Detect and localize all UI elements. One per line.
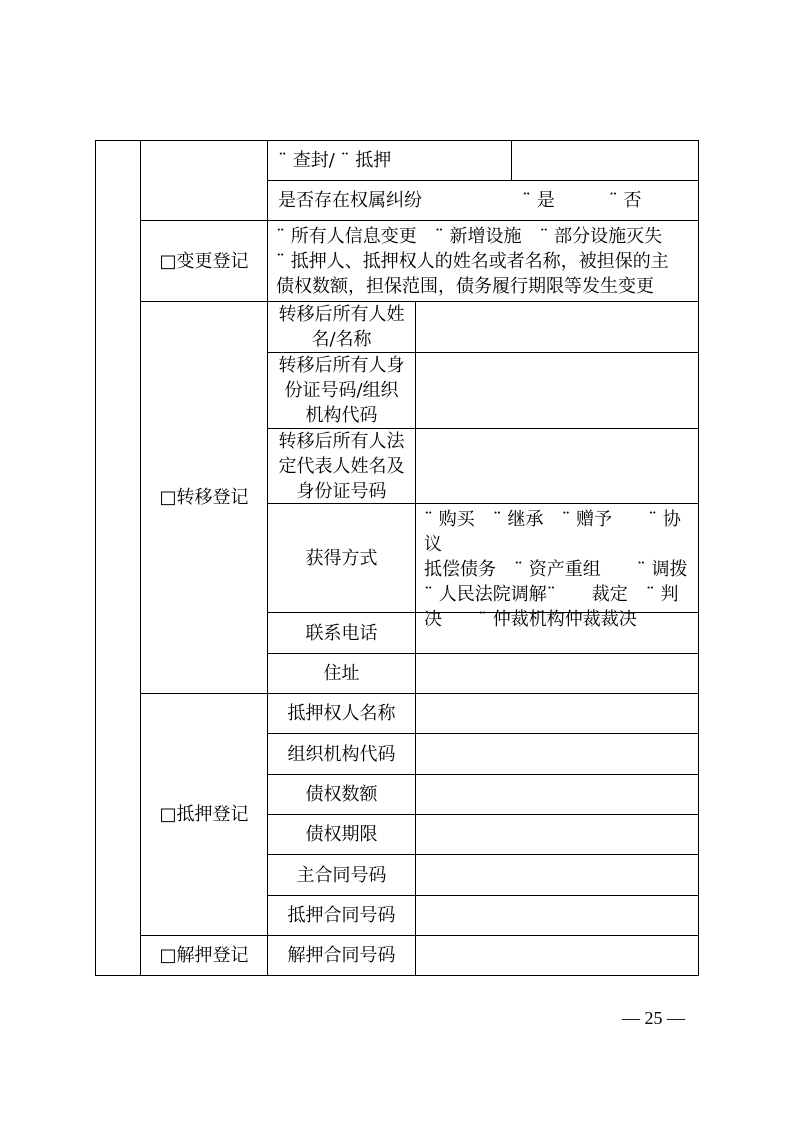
label-line: 定代表人姓名及 [278,455,405,477]
field-label-text: 主合同号码 [296,864,387,886]
main-contract-number-label [268,855,415,895]
acquisition-method-options [416,505,698,630]
debt-amount-label [268,775,415,814]
label-line: 转移后所有人身 [278,355,405,376]
seal-mortgage-text: ¨ 查封/ ¨ 抵押 [278,150,392,171]
debt-term-label [268,815,415,854]
release-contract-number-label [268,936,415,975]
method-option-line: 决 ¨ 仲裁机构仲裁裁决 [424,609,637,630]
label-line: 名/名称 [311,329,372,350]
phone-text: 联系电话 [305,622,378,644]
field-label-text: 抵押合同号码 [287,905,396,926]
page-number: — 25 — [622,1008,685,1028]
change-registration-text: □变更登记 [159,250,249,272]
table-left-border [95,140,96,976]
mortgage-contract-number-label [268,896,415,935]
ownership-dispute-label [268,181,511,220]
transfer-registration-text: □转移登记 [159,487,249,508]
transfer-registration-label [141,302,267,693]
label-line: 转移后所有人姓 [278,304,405,325]
method-option-line: 抵偿债务 ¨ 资产重组 ¨ 调拨 [424,559,688,580]
field-label-text: 解押合同号码 [287,945,396,966]
field-label-text: 抵押权人名称 [287,703,396,724]
label-line: 转移后所有人法 [278,430,405,452]
ownership-dispute-options [512,181,698,220]
table-bottom-border [95,975,699,976]
change-registration-label [141,221,267,301]
release-registration-label [141,936,267,975]
org-code-label [268,734,415,774]
address-label [268,654,415,693]
mortgage-registration-label [141,694,267,935]
column-divider [511,140,512,181]
dispute-options-text: ¨ 是 ¨ 否 [522,190,642,211]
mortgage-registration-text: □抵押登记 [159,804,249,825]
label-line: 身份证号码 [296,480,387,502]
release-registration-text: □解押登记 [159,945,249,966]
field-label-text: 债权期限 [305,824,378,845]
new-owner-name-label [268,302,415,352]
address-text: 住址 [323,663,360,684]
column-divider [415,301,416,976]
change-option-line: 债权数额，担保范围，债务履行期限等发生变更 [276,276,654,297]
change-option-line: ¨ 所有人信息变更 ¨ 新增设施 ¨ 部分设施灭失 [276,226,663,247]
label-line: 份证号码/组织 [284,380,399,401]
change-options [268,222,698,301]
method-option-line: ¨ 人民法院调解¨ 裁定 ¨ 判 [424,584,679,605]
acquisition-method-text: 获得方式 [305,547,378,569]
field-label-text: 债权数额 [305,784,378,805]
acquisition-method-label [268,504,415,612]
mortgagee-name-label [268,694,415,733]
table-right-border [698,140,699,976]
change-option-line: ¨ 抵押人、抵押权人的姓名或者名称，被担保的主 [276,251,669,272]
legal-representative-label [268,429,415,503]
field-label-text: 组织机构代码 [287,743,396,765]
ownership-dispute-text: 是否存在权属纠纷 [278,190,422,211]
method-option-line: ¨ 购买 ¨ 继承 ¨ 赠予 ¨ 协议 [424,509,681,555]
seal-mortgage-options [268,141,511,180]
label-line: 机构代码 [305,405,378,426]
phone-label [268,613,415,653]
new-owner-id-label [268,353,415,428]
